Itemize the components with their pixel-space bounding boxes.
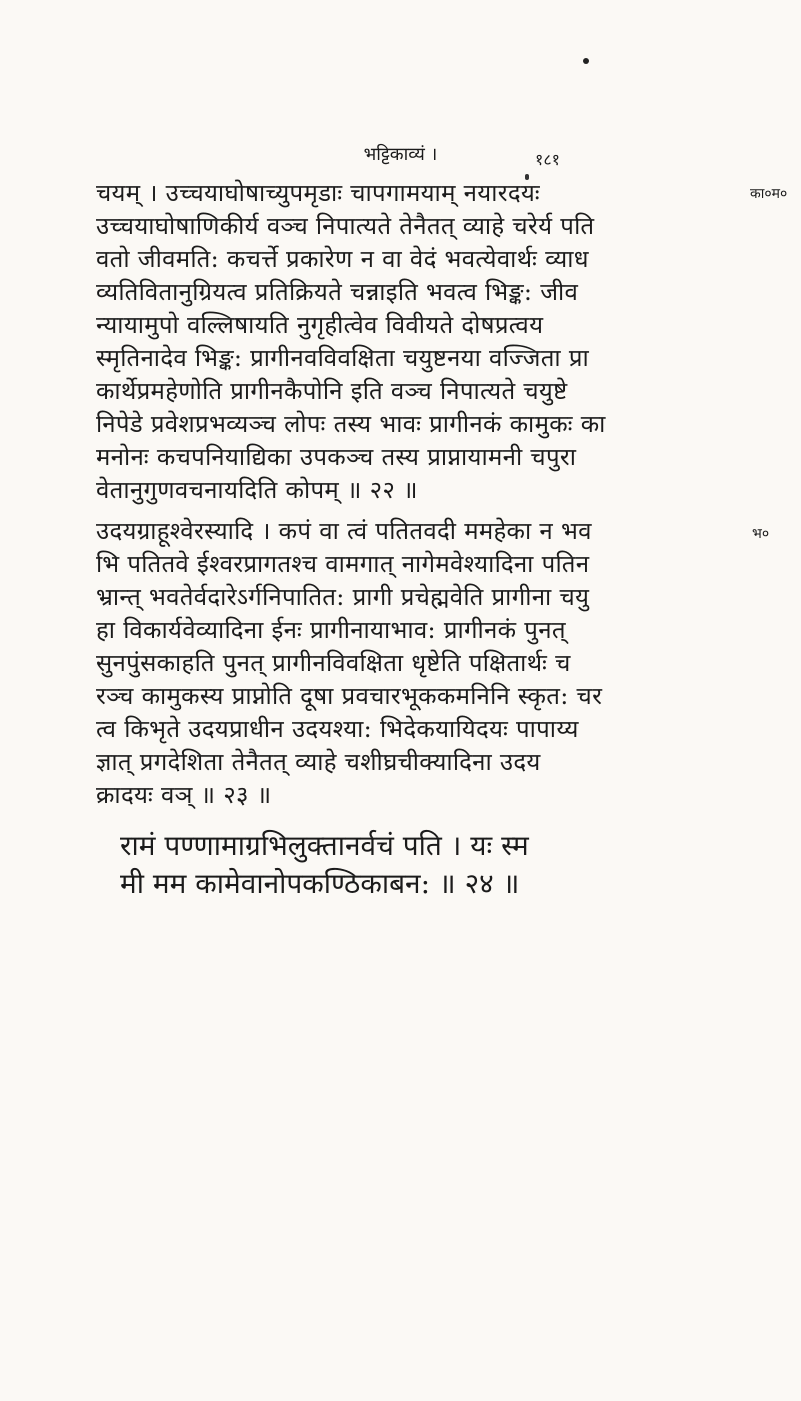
commentary-line: सुनपुंसकाहति पुनत् प्रागीनविवक्षिता धृष्टेति पक्षितार्थः च — [96, 649, 571, 677]
commentary-line: क्रादयः वञ् ॥ २३ ॥ — [96, 781, 272, 809]
commentary-line: ज्ञात् प्रगदेशिता तेनैतत् व्याहे चशीघ्रचीक्यादिना उदय — [96, 748, 541, 776]
commentary-line: वेतानुगुणवचनायदिति कोपम् ॥ २२ ॥ — [96, 476, 418, 504]
commentary-line: निपेडे प्रवेशप्रभव्यञ्च लोपः तस्य भावः प्रागीनकं कामुकः का — [96, 410, 606, 438]
margin-note: भ० — [752, 526, 770, 542]
commentary-line: व्यतिवितानुग्रियत्व प्रतिक्रियते चन्नाइति भवत्व भिङ्क: जीव — [96, 278, 579, 306]
commentary-line: चयम् । उच्चयाघोषाच्युपमृडाः चापगामयाम् नयारदयः — [96, 179, 540, 207]
commentary-line: भ्रान्त् भवतेर्वदारेऽर्गनिपातित: प्रागी प्रचेह्मवेति प्रागीना चयु — [96, 583, 590, 611]
commentary-line: उच्चयाघोषाणिकीर्य वञ्च निपात्यते तेनैतत् व्याहे चरेर्य पति — [96, 212, 595, 240]
commentary-line: भि पतितवे ईश्वरप्रागतश्च वामगात् नागेमवेश्यादिना पतिन — [96, 550, 590, 578]
page-number: १८१ — [535, 150, 560, 169]
commentary-line: हा विकार्यवेव्यादिना ईनः प्रागीनायाभाव: प्रागीनकं पुनत् — [96, 616, 566, 644]
commentary-line: त्व किभृते उदयप्राधीन उदयश्या: भिदेकयायिदयः पापाय्य — [96, 715, 579, 743]
ink-dot — [583, 58, 589, 64]
commentary-line: रञ्च कामुकस्य प्राप्नोति दूषा प्रवचारभूककमनिनि स्कृत: चर — [96, 682, 603, 710]
commentary-line: कार्थेप्रमहेणोति प्रागीनकैपोनि इति वञ्च निपात्यते चयुष्टे — [96, 377, 568, 405]
commentary-line: स्मृतिनादेव भिङ्क: प्रागीनवविवक्षिता चयुष्टनया वज्जिता प्रा — [96, 344, 590, 372]
verse-line: मी मम कामेवानोपकण्ठिकाबन: ॥ २४ ॥ — [120, 867, 520, 900]
running-head: भट्टिकाव्यं । — [363, 144, 438, 165]
commentary-line: वतो जीवमति: कचर्त्ते प्रकारेण न वा वेदं भवत्येवार्थः व्याध — [96, 245, 589, 273]
commentary-line: न्यायामुपो वल्लिषायति नुगृहीत्वेव विवीयते दोषप्रत्वय — [96, 311, 544, 339]
commentary-line: मनोनः कचपनियाद्यिका उपकञ्च तस्य प्राप्नायामनी चपुरा — [96, 443, 577, 471]
commentary-line: उदयग्राहूश्वेरस्यादि । कपं वा त्वं पतितवदी ममहेका न भव — [96, 517, 592, 545]
verse-line: रामं पण्णामाग्रभिलुक्तानर्वचं पति । यः स्म — [120, 829, 529, 862]
margin-note: का०म० — [750, 186, 788, 202]
